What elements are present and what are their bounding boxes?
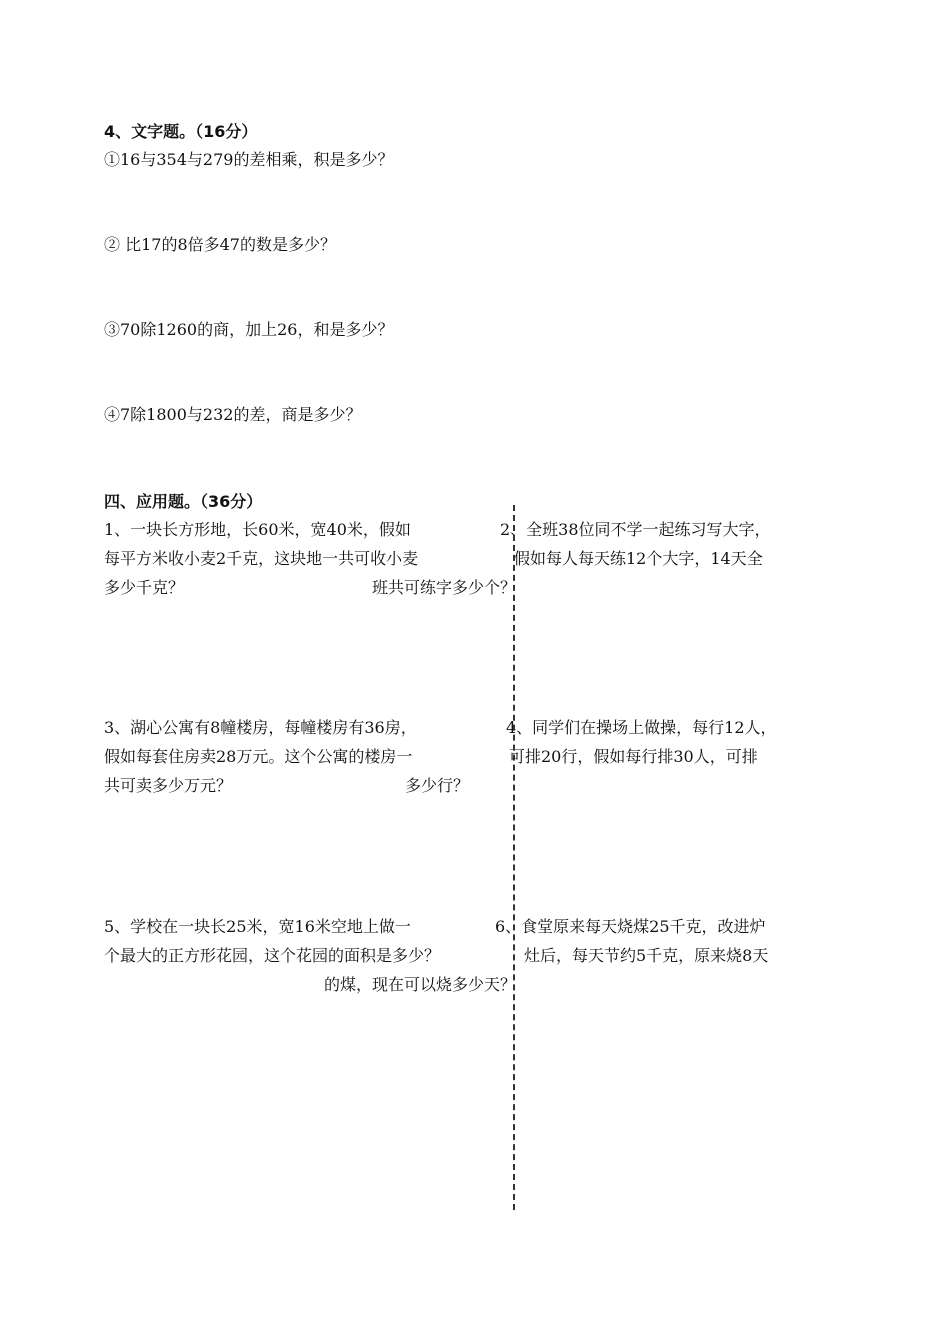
problem-2-line-3: 班共可练字多少个？: [372, 578, 517, 597]
problem-6-line-2: 灶后，每天节约5千克，原来烧8天: [524, 946, 769, 965]
problem-3-line-1: 3、湖心公寓有8幢楼房，每幢楼房有36房，: [104, 718, 417, 737]
problem-2-line-2: 假如每人每天练12个大字，14天全: [514, 549, 763, 568]
problem-1-line-1: 1、一块长方形地，长60米，宽40米，假如: [104, 520, 411, 539]
section-iv-heading: 四、应用题。（36分）: [104, 492, 263, 511]
problem-1-line-3: 多少千克？: [104, 578, 185, 597]
problem-1-line-2: 每平方米收小麦2千克，这块地一共可收小麦: [104, 549, 419, 568]
problem-4-line-3: 多少行？: [405, 776, 470, 795]
word-question-4: ④7除1800与232的差，商是多少？: [104, 405, 362, 424]
problem-3-line-2: 假如每套住房卖28万元。这个公寓的楼房一: [104, 747, 413, 766]
problem-3-line-3: 共可卖多少万元？: [104, 776, 233, 795]
word-question-3: ③70除1260的商，加上26，和是多少？: [104, 320, 394, 339]
problem-6-line-1: 6、食堂原来每天烧煤25千克，改进炉: [495, 917, 766, 936]
problem-2-line-1: 2、全班38位同不学一起练习写大字，: [500, 520, 771, 539]
column-divider-dashed-line: [513, 505, 515, 1210]
problem-6-line-3: 的煤，现在可以烧多少天？: [324, 975, 517, 994]
word-question-2: ② 比17的8倍多47的数是多少？: [104, 235, 336, 254]
problem-5-line-1: 5、学校在一块长25米，宽16米空地上做一: [104, 917, 411, 936]
problem-4-line-1: 4、同学们在操场上做操，每行12人，: [506, 718, 777, 737]
section-4-heading: 4、文字题。（16分）: [104, 122, 258, 141]
problem-5-line-2: 个最大的正方形花园，这个花园的面积是多少？: [104, 946, 441, 965]
problem-4-line-2: 可排20行，假如每行排30人，可排: [509, 747, 758, 766]
word-question-1: ①16与354与279的差相乘，积是多少？: [104, 150, 394, 169]
